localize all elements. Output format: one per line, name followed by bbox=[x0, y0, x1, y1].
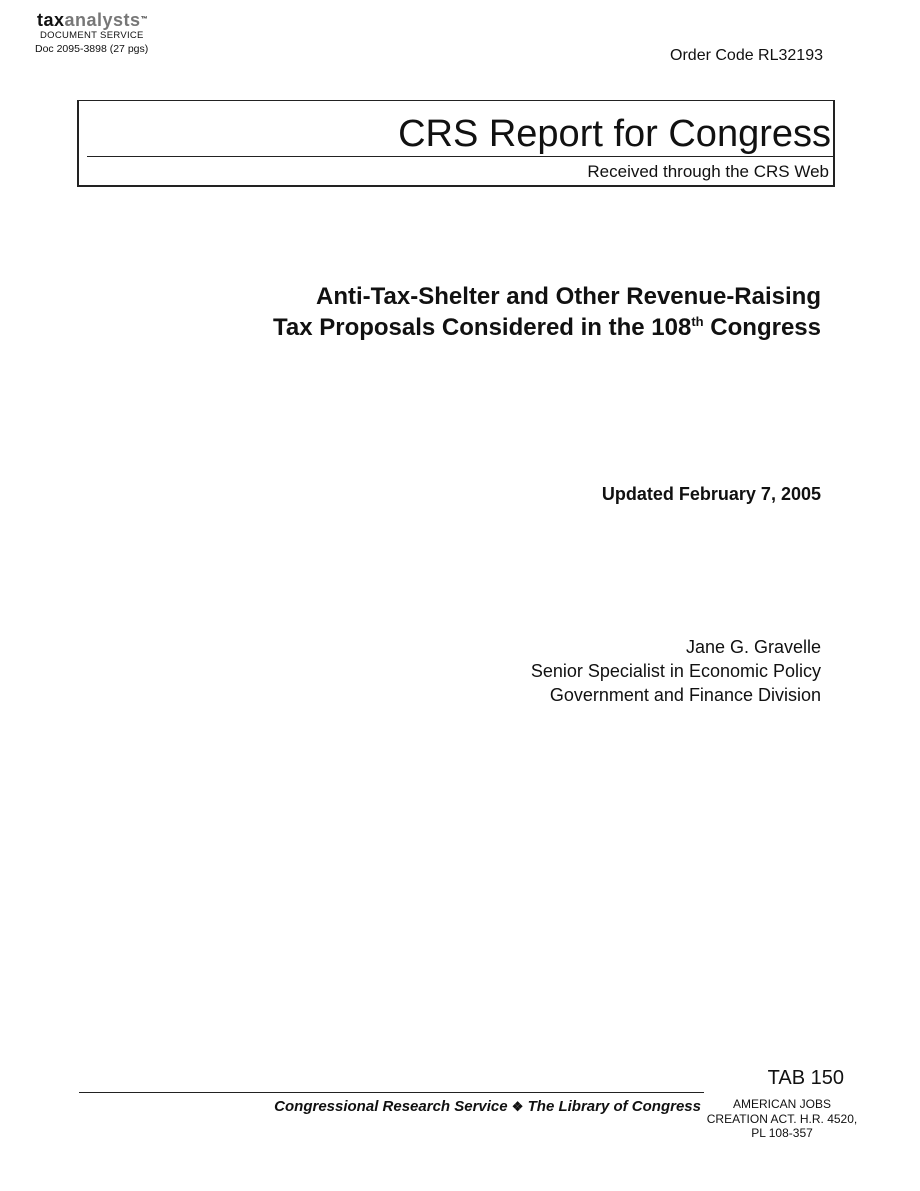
document-id: Doc 2095-3898 (27 pgs) bbox=[35, 43, 149, 55]
report-title bbox=[121, 281, 821, 343]
report-title-line-2-post: Congress bbox=[703, 314, 821, 341]
author-name: Jane G. Gravelle bbox=[685, 637, 821, 657]
act-note-line-3: PL 108-357 bbox=[751, 1126, 813, 1140]
report-title-line-2 bbox=[121, 312, 821, 343]
author-title: Senior Specialist in Economic Policy bbox=[530, 661, 821, 681]
taxanalysts-logo bbox=[37, 11, 148, 29]
author-division: Government and Finance Division bbox=[549, 685, 821, 705]
report-title-ordinal: th bbox=[691, 314, 704, 329]
logo-text-analysts: analysts bbox=[64, 10, 141, 30]
logo-text-tax: tax bbox=[37, 10, 65, 30]
act-note bbox=[706, 1097, 858, 1141]
act-note-line-1: AMERICAN JOBS bbox=[732, 1097, 831, 1111]
author-block bbox=[531, 635, 821, 707]
act-note-line-2: CREATION ACT. H.R. 4520, bbox=[706, 1111, 858, 1126]
footer-separator-icon: ❖ bbox=[511, 1099, 524, 1114]
footer-divider bbox=[79, 1092, 704, 1093]
report-title-line-2-pre: Tax Proposals Considered in the 108 bbox=[272, 314, 692, 341]
header-divider bbox=[87, 156, 835, 157]
report-header-subtitle: Received through the CRS Web bbox=[587, 162, 829, 181]
updated-date: Updated February 7, 2005 bbox=[601, 484, 821, 504]
report-title-line-1: Anti-Tax-Shelter and Other Revenue-Raising bbox=[316, 283, 821, 310]
order-code: Order Code RL32193 bbox=[670, 47, 823, 64]
document-service-label: DOCUMENT SERVICE bbox=[40, 30, 144, 41]
footer-crs: Congressional Research Service bbox=[274, 1098, 508, 1115]
footer-text bbox=[274, 1097, 701, 1117]
report-header-title: CRS Report for Congress bbox=[398, 113, 831, 155]
footer-loc: The Library of Congress bbox=[527, 1098, 701, 1115]
tab-number: TAB 150 bbox=[767, 1067, 844, 1089]
logo-trademark: ™ bbox=[140, 16, 149, 23]
